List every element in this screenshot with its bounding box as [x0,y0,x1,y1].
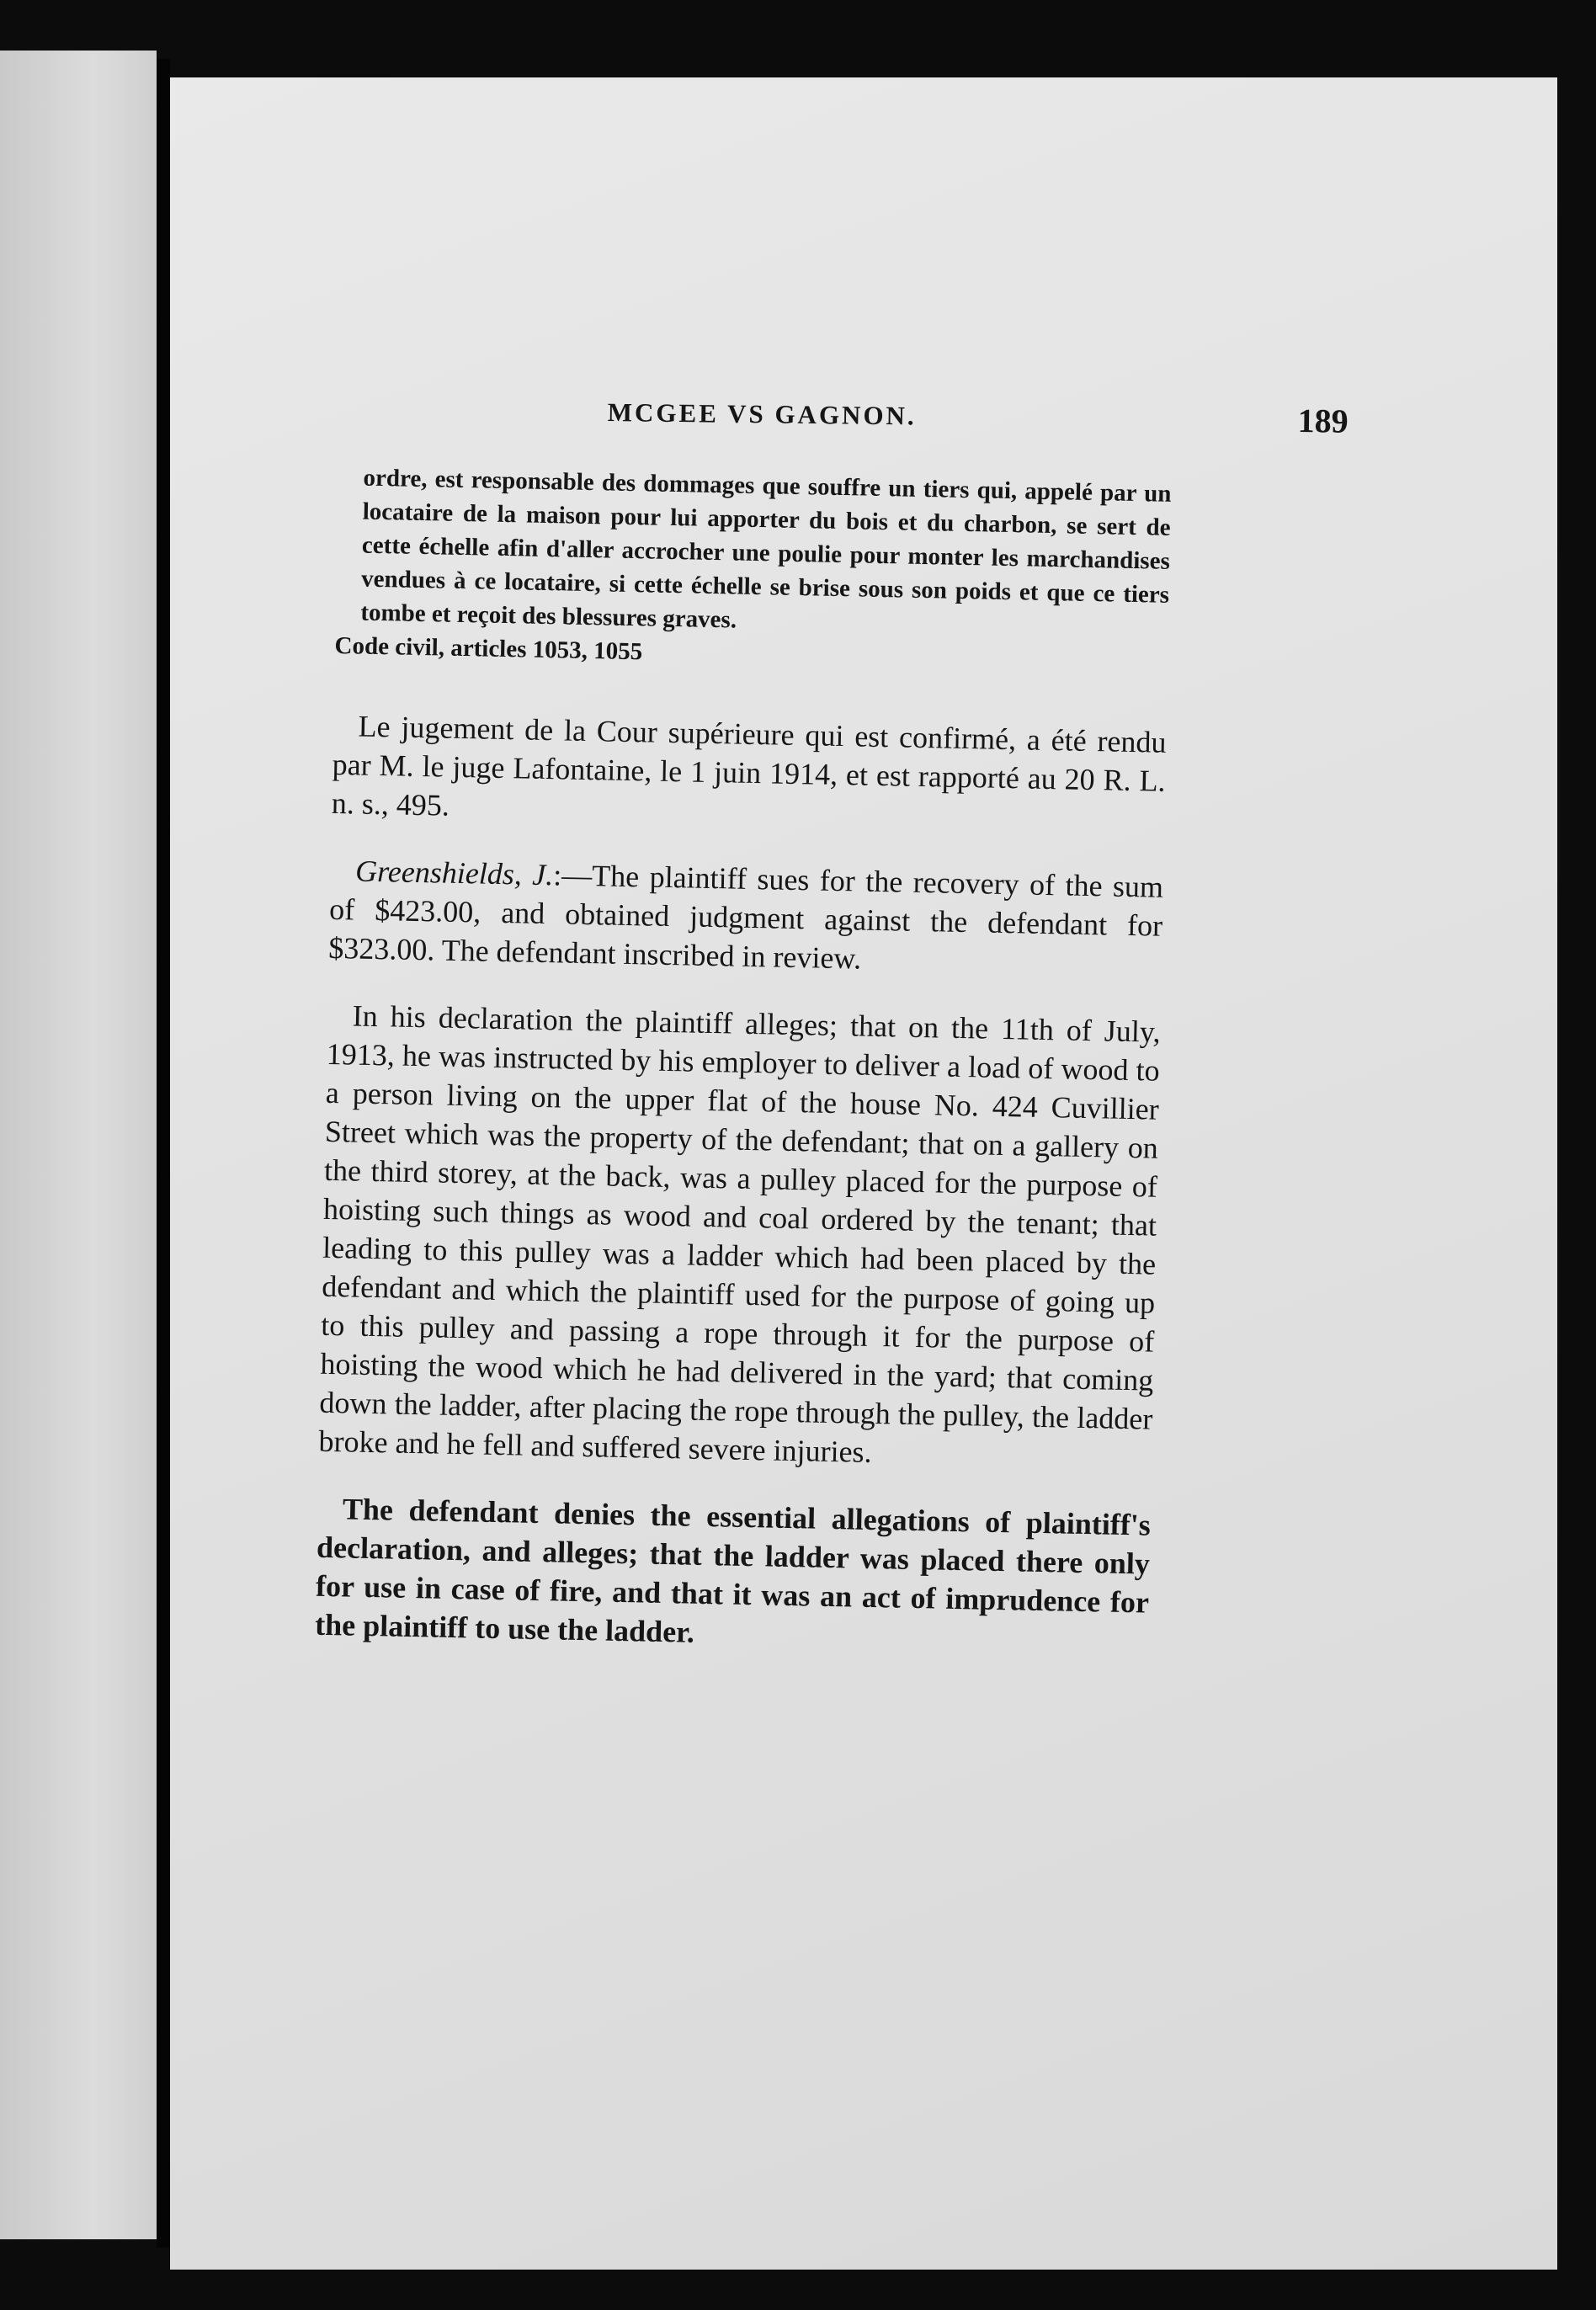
opinion-opening-text: :—The plaintiff sues for the recovery of the sum of $423.00, and obtained judgment against the defendant for $323.00. The defendant inscribed in review. [327,858,1164,976]
page-number: 189 [1297,402,1349,440]
paragraph-declaration: In his declaration the plaintiff alleges; that on the 11th of July, 1913, he was instructed by his employer to deliver a load of wood to a person living on the upper flat of the house No. 424 Cuvillier Street which was the property of the defendant; that on a gallery on the third storey, at the back, was a pulley placed for the purpose of hoisting such things as wood and coal ordered by the tenant; that leading to this pulley was a ladder which had been placed by the defendant and which the plaintiff used for the purpose of going up to this pulley and passing a rope through it for the purpose of hoisting the wood which he had delivered in the yard; that coming down the ladder, after placing the rope through the pulley, the ladder broke and he fell and suffered severe injuries. [318,998,1161,1469]
paragraph-judgment-note: Le jugement de la Cour supérieure qui est confirmé, a été rendu par M. le juge Lafontaine, le 1 juin 1914, et est rapporté au 20 R. L. n. s., 495. [331,709,1167,822]
paragraph-opinion-opening [328,851,1164,984]
judge-name: Greenshields, J. [354,854,554,892]
book-page [170,77,1557,2270]
code-citation: Code civil, articles 1053, 1055 [334,631,643,666]
page-body [314,460,1172,1690]
running-head: MCGEE VS GAGNON. [607,397,917,431]
page-header [607,397,1349,457]
facing-page-edge [0,51,157,2239]
paragraph-defence: The defendant denies the essential allegations of plaintiff's declaration, and alleges; that the ladder was placed there only for use in case of fire, and that it was an act of imprudence for the plaintiff to use the ladder. [314,1492,1152,1649]
headnote-text: ordre, est responsable des dommages que souffre un tiers qui, appelé par un locataire de la maison pour lui apporter du bois et du charbon, se sert de cette échelle afin d'aller accrocher une poulie pour monter les marchandises vendues à ce locataire, si cette échelle se brise sous son poids et que ce tiers tombe et reçoit des blessures graves. [360,464,1172,634]
book-spine [157,59,170,2248]
